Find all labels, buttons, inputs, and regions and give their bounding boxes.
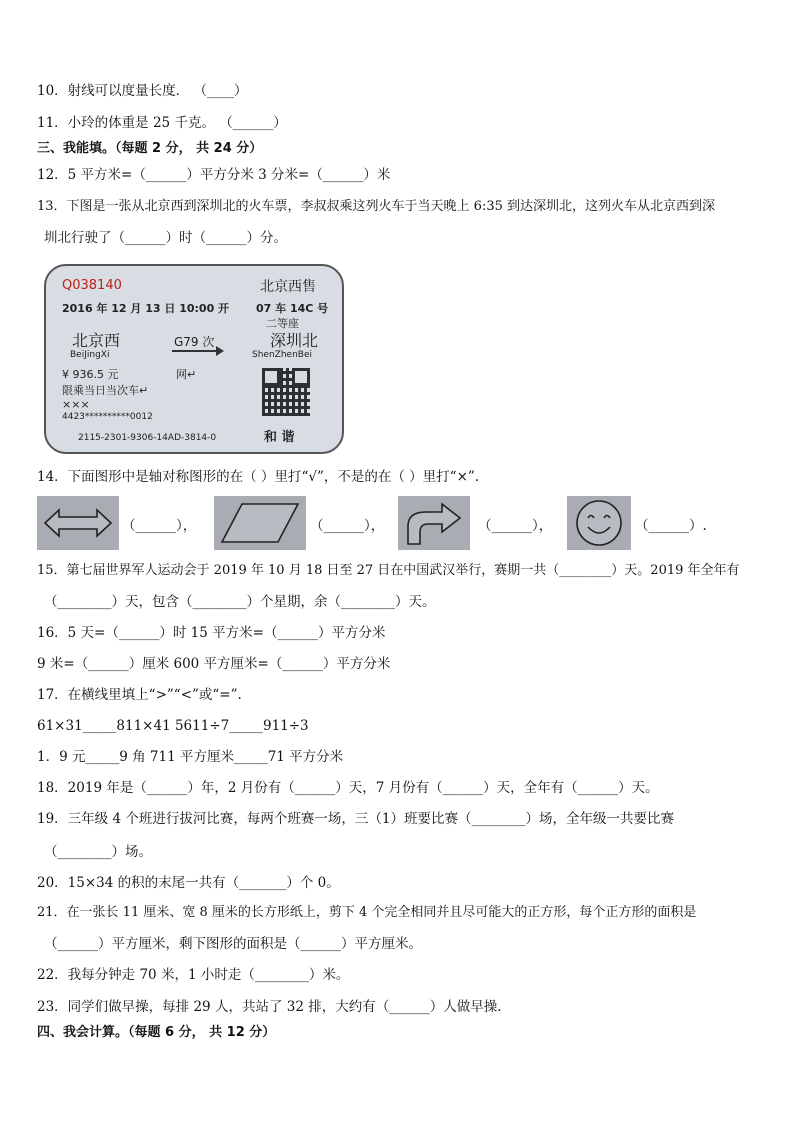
train-ticket (44, 264, 344, 454)
ticket-sold-at: 北京西售 (260, 279, 316, 295)
section-3-heading: 三、我能填。（每题 2 分， 共 24 分） (37, 141, 263, 156)
question-15-line-2: （________）天，包含（________）个星期，余（________）天。 (44, 594, 436, 610)
ticket-datetime: 2016 年 12 月 13 日 10:00 开 (62, 302, 230, 315)
question-19-line-2: （________）场。 (44, 844, 152, 860)
section-4-heading: 四、我会计算。（每题 6 分， 共 12 分） (37, 1025, 276, 1040)
ticket-to-pinyin: ShenZhenBei (252, 350, 312, 360)
question-13-line-1: 13．下图是一张从北京西到深圳北的火车票，李叔叔乘这列火车于当天晚上 6:35 到达深圳北，这列火车从北京西到深 (37, 199, 716, 214)
parallelogram-icon (214, 496, 306, 550)
shape-tile-1 (37, 496, 119, 550)
question-17-row-2: 1．9 元_____9 角 711 平方厘米_____71 平方分米 (37, 749, 344, 765)
question-23: 23．同学们做早操，每排 29 人，共站了 32 排，大约有（______）人做早操． (37, 999, 511, 1015)
ticket-passenger-id: 4423**********0012 (62, 412, 153, 422)
question-21-line-2: （______）平方厘米，剩下图形的面积是（______）平方厘米。 (44, 936, 422, 952)
direction-arrow-icon (172, 350, 222, 352)
ticket-price: ¥ 936.5 元 (62, 368, 119, 381)
ticket-from-station: 北京西 (72, 331, 121, 350)
ticket-code: 2115-2301-9306-14AD-3814-0 (78, 433, 217, 443)
question-20: 20．15×34 的积的末尾一共有（_______）个 0。 (37, 875, 340, 891)
qr-code-icon (262, 368, 310, 416)
question-16-line-1: 16．5 天=（______）时 15 平方米=（______）平方分米 (37, 625, 386, 641)
question-10: 10．射线可以度量长度． （____） (37, 83, 248, 99)
question-18: 18．2019 年是（______）年，2 月份有（______）天，7 月份有（______）天，全年有（______）天。 (37, 780, 659, 796)
double-arrow-icon (37, 496, 119, 550)
curved-arrow-icon (398, 496, 470, 550)
question-12: 12．5 平方米=（______）平方分米 3 分米=（______）米 (37, 167, 391, 183)
shape-tile-4 (567, 496, 631, 550)
question-19-line-1: 19．三年级 4 个班进行拔河比赛，每两个班赛一场，三（1）班要比赛（________）场，全年级一共要比赛 (37, 811, 674, 827)
shape-tile-2 (214, 496, 306, 550)
ticket-train-number: G79 次 (174, 335, 215, 349)
question-15-line-1: 15．第七届世界军人运动会于 2019 年 10 月 18 日至 27 日在中国武汉举行，赛期一共（________）天。2019 年全年有 (37, 563, 740, 578)
shape-1-blank: （______）， (122, 518, 197, 534)
ticket-from-pinyin: BeiJingXi (70, 350, 110, 360)
ticket-serial: Q038140 (62, 278, 122, 293)
ticket-brand: 和 谐 (264, 430, 295, 445)
question-17: 17．在横线里填上“>”“<”或“=”. (37, 687, 242, 703)
shape-2-blank: （______）， (310, 518, 385, 534)
question-21-line-1: 21．在一张长 11 厘米、宽 8 厘米的长方形纸上，剪下 4 个完全相同并且尽可能大的正方形，每个正方形的面积是 (37, 905, 697, 920)
ticket-to-station: 深圳北 (270, 331, 319, 350)
question-14: 14．下面图形中是轴对称图形的在（ ）里打“√”，不是的在（ ）里打“×”. (37, 469, 480, 485)
smiley-face-icon (567, 496, 631, 550)
shape-3-blank: （______）， (478, 518, 553, 534)
ticket-car-seat: 07 车 14C 号 (256, 302, 329, 315)
shape-tile-3 (398, 496, 470, 550)
ticket-limit: 限乘当日当次车↵ (62, 384, 149, 397)
question-16-line-2: 9 米=（______）厘米 600 平方厘米=（______）平方分米 (37, 656, 391, 672)
ticket-net: 网↵ (176, 368, 197, 381)
question-11: 11．小玲的体重是 25 千克。 （______） (37, 115, 287, 131)
question-17-row-1: 61×31_____811×41 5611÷7_____911÷3 (37, 718, 309, 734)
ticket-class: 二等座 (266, 317, 299, 330)
question-13-line-2: 圳北行驶了（______）时（______）分。 (44, 230, 287, 246)
ticket-passenger-name: ××× (62, 398, 90, 411)
shape-4-blank: （______）. (635, 518, 707, 534)
question-22: 22．我每分钟走 70 米，1 小时走（________）米。 (37, 967, 350, 983)
